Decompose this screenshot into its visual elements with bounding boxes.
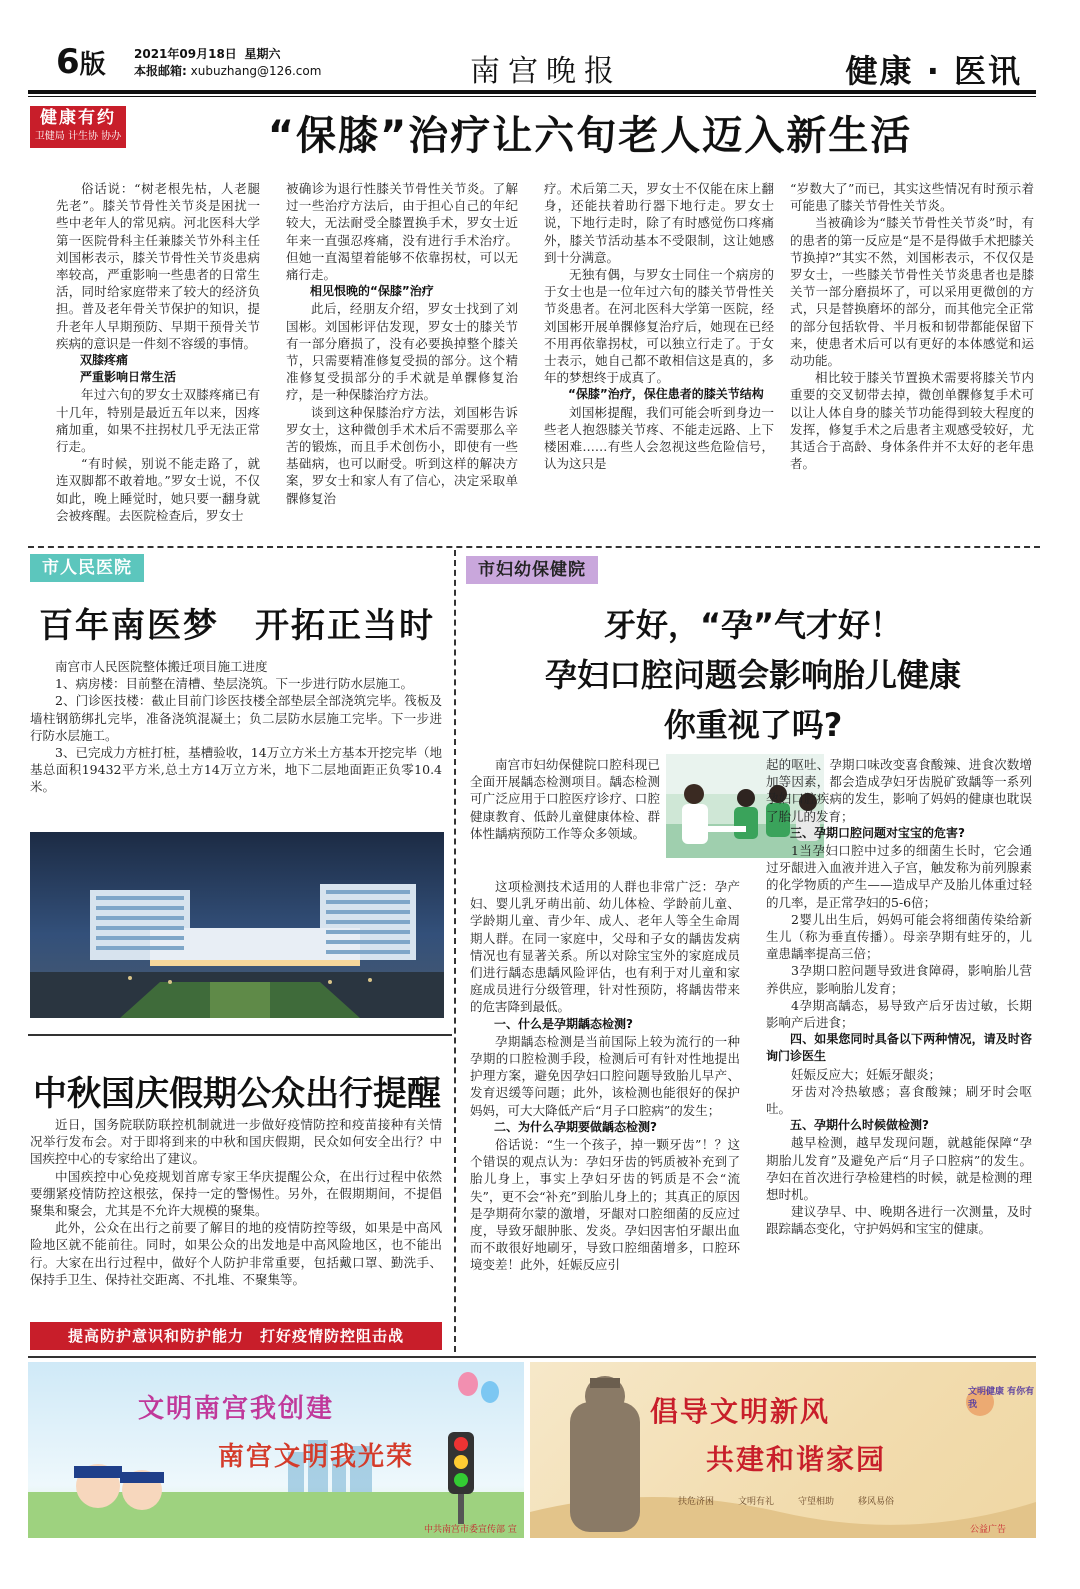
paragraph: 3孕期口腔问题导致进食障碍，影响胎儿营养供应，影响胎儿发育； [766,963,1032,996]
ad-new-customs [530,1362,1036,1538]
ad-right-item: 守望相助 [798,1497,835,1507]
subheading: 二、为什么孕期要做龋态检测? [494,1119,657,1134]
paragraph: 疗。术后第二天，罗女士不仅能在床上翻身，还能扶着助行器下地行走。罗女士说，下地行走时，除了有时感觉伤口疼痛外，膝关节活动基本不受限制，这让她感到十分满意。 [544,181,774,265]
issue-date: 2021年09月18日 [134,47,237,61]
masthead [56,40,1036,88]
holiday-para: 中国疾控中心免疫规划首席专家王华庆提醒公众，在出行过程中依然要绷紧疫情防控这根弦，保持一定的警惕性。另外，在假期期间，不提倡聚集和聚会，尤其是不允许大规模的聚集。 [30,1168,442,1219]
hospital-item: 2、门诊医技楼：截止目前门诊医技楼全部垫层全部浇筑完毕。筏板及墙柱钢筋绑扎完毕，准备浇筑混凝土；负二层防水层施工完毕。下一步进行防水层施工。 [30,693,442,743]
subheading: 一、什么是孕期龋态检测? [494,1016,633,1031]
issue-weekday: 星期六 [244,47,281,61]
paragraph: 刘国彬提醒，我们可能会听到身边一些老人抱怨膝关节疼、不能走远路、上下楼困难……有些人会忽视这些危险信号，认为这只是 [544,404,774,472]
paragraph: 妊娠反应大；妊娠牙龈炎； [791,1066,942,1082]
subheading: 四、如果您同时具备以下两种情况，请及时咨询门诊医生 [766,1032,1032,1064]
ad-right-credit: 公益广告 [970,1525,1007,1535]
paragraph: 4孕期高龋态，易导致产后牙齿过敏，长期影响产后进食； [766,997,1032,1031]
paragraph: 1当孕妇口腔中过多的细菌生长时，它会通过牙龈进入血液并进入子宫，触发称为前列腺素的化学物质的产生——造成早产及胎儿体重过轻的几率，是正常孕妇的5-6倍； [766,843,1032,910]
hospital-rendering-image [30,832,444,1018]
paragraph: “有时候，别说不能走路了，就连双脚都不敢着地。”罗女士说，不仅如此，晚上睡觉时，她只要一翻身就会被疼醒。去医院检查后，罗女士 [56,456,260,523]
lead-column-3 [544,180,774,472]
email-address: xubuzhang@126.com [190,64,322,78]
hospital-item: 3、已完成力方桩打桩，基槽验收，14万立方米土方基本开挖完毕（地基总面积19432平方米,总土方14万立方米，地下二层地面距正负零10.4米。 [30,745,442,795]
ad-right-line-2: 共建和谐家园 [706,1443,887,1476]
paragraph: 谈到这种保膝治疗方法，刘国彬告诉罗女士，这种微创手术术后不需要那么辛苦的锻炼，而且手术创伤小，即使有一些基础病，也可以耐受。听到这样的解决方案，罗女士和家人有了信心，决定采取单髁修复治 [286,404,518,506]
ad-right-item: 移风易俗 [858,1497,895,1507]
masthead-rule-thin [28,96,1036,97]
hospital-text [30,658,442,796]
paragraph: 2婴儿出生后，妈妈可能会将细菌传染给新生儿（称为垂直传播）。母亲孕期有蛀牙的，儿童患龋率提高三倍； [766,911,1032,962]
hospital-section-rule [28,1034,452,1036]
paragraph: 无独有偶，与罗女士同住一个病房的于女士也是一位年过六旬的膝关节骨性关节炎患者。在河北医科大学第一医院，经刘国彬开展单髁修复治疗后，她现在已经不用再依靠拐杖，可以独立行走了。于女士表示，她自己都不敢相信这是真的，多年的梦想终于成真了。 [544,267,774,386]
paragraph: 孕期龋态检测是当前国际上较为流行的一种孕期的口腔检测手段，检测后可有针对性地提出护理方案，避免因孕妇口腔问题导致胎儿早产、发育迟缓等问题；此外，该检测也能很好的保护妈妈，可大大降低产后“月子口腔病”的发生； [470,1033,740,1118]
maternal-headline-3: 你重视了吗? [663,706,843,744]
lead-headline: “保膝”治疗让六旬老人迈入新生活 [267,113,913,159]
hospital-rendering-svg [30,832,444,1018]
paragraph: 俗话说：“树老根先枯，人老腿先老”。膝关节骨性关节炎是困扰一些中老年人的常见病。河北医科大学第一医院骨科主任兼膝关节外科主任刘国彬表示，膝关节骨性关节炎患病率较高，严重影响一些患者的日常生活，同时给家庭带来了较大的经济负担。普及老年骨关节保护的知识，提升老年人早期预防、早期干预骨关节疾病的意识是一件刻不容缓的事情。 [56,181,260,351]
lead-column-2 [286,180,518,507]
ad-left-line-2: 南宫文明我光荣 [218,1442,415,1472]
paragraph: 起的呕吐、孕期口味改变喜食酸辣、进食次数增加等因素，都会造成孕妇牙齿脱矿致龋等一系列孕妇口腔疾病的发生，影响了妈妈的健康也耽误了胎儿的发育； [766,757,1032,824]
paragraph: “岁数大了”而已，其实这些情况有时预示着可能患了膝关节骨性关节炎。 [790,181,1034,214]
paragraph: 当被确诊为“膝关节骨性关节炎”时，有的患者的第一反应是“是不是得做手术把膝关节换掉?”其实不然，刘国彬表示，不仅仅是罗女士，一些膝关节骨性关节炎患者也是膝关节一部分磨损坏了，可以采用更微创的方式，只是替换磨坏的部分，而其他完全正常的部分包括软骨、半月板和韧带都能保留下来，使患者术后可以有更好的本体感觉和运动功能。 [790,215,1034,369]
holiday-para: 此外，公众在出行之前要了解目的地的疫情防控等级，如果是中高风险地区就不能前往。同时，如果公众的出发地是中高风险地区，也不能出行。大家在出行过程中，做好个人防护非常重要，包括戴口罩、勤洗手、保持手卫生、保持社交距离、不扎堆、不聚集等。 [30,1220,442,1287]
ad-right-item: 文明有礼 [738,1497,775,1507]
holiday-headline: 中秋国庆假期公众出行提醒 [33,1074,441,1114]
health-badge: 健康有约 卫健局 计生协 协办 [30,106,126,148]
email-label: 本报邮箱: [134,64,187,78]
ads-divider [28,1356,1036,1358]
paragraph: 此后，经朋友介绍，罗女士找到了刘国彬。刘国彬评估发现，罗女士的膝关节有一部分磨损了，没有必要换掉整个膝关节，只需要精准修复受损的部分。这个精准修复受损部分的手术就是单髁修复治疗，是一种保膝治疗方法。 [286,301,518,403]
section-divider [28,546,1040,548]
maternal-headline-1: 牙好，“孕”气才好！ [603,606,903,644]
lead-column-4 [790,180,1034,472]
ad-civilized-nangong [28,1362,524,1538]
holiday-para: 近日，国务院联防联控机制就进一步做好疫情防控和疫苗接种有关情况举行发布会。对于即将到来的中秋和国庆假期，民众如何安全出行？中国疾控中心的专家给出了建议。 [30,1117,442,1167]
holiday-text [30,1116,442,1288]
maternal-headline-2: 孕妇口腔问题会影响胎儿健康 [544,656,961,694]
paragraph: 被确诊为退行性膝关节骨性关节炎。了解过一些治疗方法后，由于担心自己的年纪较大，无法耐受全膝置换手术，罗女士近年来一直强忍疼痛，没有进行手术治疗。但她一直渴望着能够不依靠拐杖，可以无痛行走。 [286,181,518,283]
paragraph: 建议孕早、中、晚期各进行一次测量，及时跟踪龋态变化，守护妈妈和宝宝的健康。 [766,1204,1032,1237]
ad-right-logo: 文明健康 有你有我 [968,1387,1035,1410]
column-divider [454,550,456,1352]
hospital-item: 1、病房楼：目前整在清槽、垫层浇筑。下一步进行防水层施工。 [55,676,413,692]
hospital-intro: 南宫市人民医院整体搬迁项目施工进度 [55,659,268,674]
maternal-left-text [470,878,740,1274]
paragraph: 年过六旬的罗女士双膝疼痛已有十几年，特别是最近五年以来，因疼痛加重，如果不拄拐杖几乎无法正常行走。 [56,387,260,455]
subheading: “保膝”治疗，保住患者的膝关节结构 [568,387,764,402]
paragraph: 越早检测，越早发现问题，就越能保障“孕期胎儿发育”及避免产后“月子口腔病”的发生。孕妇在首次进行孕检建档的时候，就是检测的理想时机。 [766,1135,1032,1203]
page-number: 6版 [56,42,106,82]
ad-right-line-1: 倡导文明新风 [650,1395,831,1428]
lead-column-1 [56,180,260,524]
section-name: 健康 · 医讯 [845,52,1022,90]
ad-left-credit: 中共南宫市委宣传部 宣 [424,1525,517,1535]
paragraph: 相比较于膝关节置换术需要将膝关节内重要的交叉韧带去掉，微创单髁修复手术可以让人体自身的膝关节功能得到较大程度的发挥，修复手术之后患者主观感受较好，尤其适合于高龄、身体条件并不太好的老年患者。 [790,370,1034,472]
subheading: 五、孕期什么时候做检测? [790,1118,929,1133]
subheading: 三、孕期口腔问题对宝宝的危害? [790,825,965,840]
subheading: 相见恨晚的“保膝”治疗 [310,284,434,299]
tag-city-hospital: 市人民医院 [30,554,144,582]
ad-left-line-1: 文明南宫我创建 [138,1394,335,1424]
hospital-headline: 百年南医梦 开拓正当时 [39,606,435,646]
paragraph: 牙齿对冷热敏感；喜食酸辣；刷牙时会呕吐。 [766,1083,1032,1117]
paragraph: 俗话说：“生一个孩子，掉一颗牙齿”！？这个错误的观点认为：孕妇牙齿的钙质被补充到了胎儿身上，事实上孕妇牙齿的钙质是不会“流失”，更不会“补充”到胎儿身上的；其真正的原因是孕期荷尔蒙的激增，牙龈对口腔细菌的反应过度，导致牙龈肿胀、发炎。孕妇因害怕牙龈出血而不敢很好地刷牙，导致口腔细菌增多，口腔环境变差！此外，妊娠反应引 [470,1137,740,1273]
maternal-left-text-top [470,756,660,842]
epidemic-slogan: 提高防护意识和防护能力 打好疫情防控阻击战 [30,1322,442,1350]
paragraph: 南宫市妇幼保健院口腔科现已全面开展龋态检测项目。龋态检测可广泛应用于口腔医疗诊疗、口腔健康教育、低龄儿童健康体检、群体性龋病预防工作等众多领域。 [470,757,660,841]
ad-right-item: 扶危济困 [678,1497,715,1507]
subheading: 双膝疼痛 [80,353,129,368]
paragraph: 这项检测技术适用的人群也非常广泛：孕产妇、婴儿乳牙萌出前、幼儿体检、学龄前儿童、学龄期儿童、青少年、成人、老年人等全生命周期人群。在同一家庭中，父母和子女的龋齿发病情况也有显著关系。所以对除宝宝外的家庭成员们进行龋态患龋风险评估，也有利于对儿童和家庭成员进行分级管理，针对性预防，将龋齿带来的危害降到最低。 [470,879,740,1015]
paper-name: 南宫晚报 [470,54,622,89]
subheading: 严重影响日常生活 [80,370,177,385]
tag-maternal-hospital: 市妇幼保健院 [466,556,598,584]
maternal-right-text [766,756,1032,1238]
masthead-rule [28,90,1036,94]
